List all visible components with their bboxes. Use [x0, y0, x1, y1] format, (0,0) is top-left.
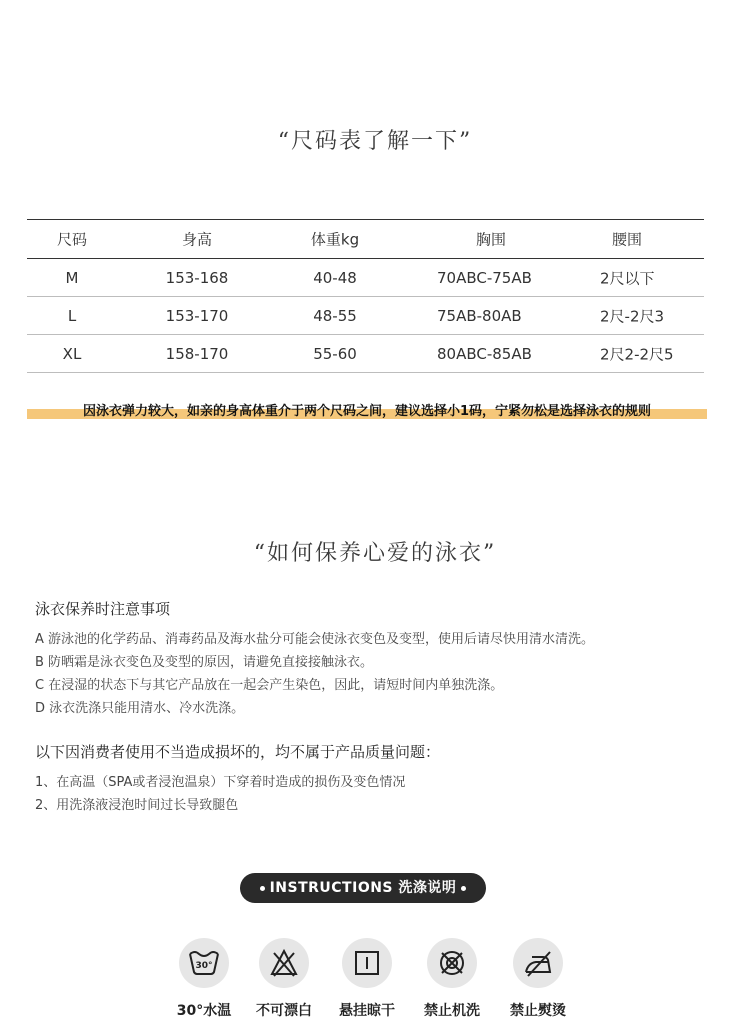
- table-row: [27, 297, 704, 335]
- size-cell: M: [65, 268, 79, 287]
- waist-cell: 2尺以下: [600, 269, 655, 287]
- waist-cell: 2尺2-2尺5: [600, 345, 674, 363]
- dot-icon: [461, 886, 466, 891]
- wash-icons: [0, 938, 750, 1028]
- damage-item: 1、在高温（SPA或者浸泡温泉）下穿着时造成的损伤及变色情况: [35, 775, 406, 790]
- care-item: B 防晒霜是泳衣变色及变型的原因，请避免直接接触泳衣。: [35, 655, 374, 670]
- size-cell: XL: [62, 344, 82, 363]
- size-table: [27, 219, 704, 373]
- header-height: 身高: [181, 230, 213, 249]
- wash-30-icon: [179, 938, 229, 988]
- dot-icon: [260, 886, 265, 891]
- size-table-header: [27, 220, 704, 259]
- wash-icon-item: [239, 938, 329, 1020]
- table-row: [27, 259, 704, 297]
- wash-icon-item: [407, 938, 497, 1020]
- care-item: C 在浸湿的状态下与其它产品放在一起会产生染色，因此，请短时间内单独洗涤。: [35, 678, 504, 693]
- wash-icon-label: 30°水温: [176, 1003, 232, 1019]
- no-bleach-icon: [259, 938, 309, 988]
- size-advice-text: 因泳衣弹力较大，如亲的身高体重介于两个尺码之间，建议选择小1码，宁紧勿松是选择泳衣的规则: [82, 404, 652, 419]
- damage-disclaimer: [35, 741, 440, 817]
- wash-icon-label: 不可漂白: [256, 1003, 312, 1019]
- bust-cell: 70ABC-75AB: [437, 268, 532, 287]
- damage-title: 以下因消费者使用不当造成损坏的，均不属于产品质量问题：: [35, 743, 441, 761]
- height-cell: 153-168: [165, 268, 229, 287]
- bust-cell: 80ABC-85AB: [437, 344, 532, 363]
- weight-cell: 55-60: [313, 344, 357, 363]
- size-chart-heading: “尺码表了解一下”: [277, 129, 473, 154]
- no-machine-wash-icon: [427, 938, 477, 988]
- care-notes: [35, 598, 594, 720]
- wash-temp-text: 30°: [195, 961, 213, 971]
- header-bust: 胸围: [475, 230, 507, 249]
- care-item: A 游泳池的化学药品、消毒药品及海水盐分可能会使泳衣变色及变型，使用后请尽快用清水清洗。: [35, 632, 595, 647]
- size-advice-note: [27, 396, 707, 422]
- care-heading: “如何保养心爱的泳衣”: [253, 541, 497, 566]
- wash-icon-label: 悬挂晾干: [339, 1003, 395, 1019]
- hang-dry-icon: [342, 938, 392, 988]
- table-row: [27, 335, 704, 373]
- wash-icon-item: [493, 938, 583, 1020]
- size-cell: L: [67, 306, 77, 325]
- no-iron-icon: [513, 938, 563, 988]
- instructions-label: INSTRUCTIONS 洗涤说明: [269, 880, 457, 896]
- wash-icon-label: 禁止熨烫: [510, 1003, 566, 1019]
- waist-cell: 2尺-2尺3: [600, 307, 665, 325]
- wash-icon-item: [159, 938, 249, 1020]
- wash-icon-label: 禁止机洗: [424, 1003, 480, 1019]
- header-weight: 体重kg: [310, 230, 360, 249]
- weight-cell: 48-55: [313, 306, 357, 325]
- care-title: 泳衣保养时注意事项: [35, 600, 171, 618]
- care-item: D 泳衣洗涤只能用清水、冷水洗涤。: [35, 701, 245, 716]
- damage-item: 2、用洗涤液浸泡时间过长导致腿色: [35, 798, 239, 813]
- header-size: 尺码: [56, 230, 88, 249]
- wash-icon-item: [322, 938, 412, 1020]
- height-cell: 158-170: [165, 344, 229, 363]
- header-waist: 腰围: [611, 230, 643, 249]
- height-cell: 153-170: [165, 306, 229, 325]
- weight-cell: 40-48: [313, 268, 357, 287]
- instructions-badge: [240, 873, 486, 903]
- bust-cell: 75AB-80AB: [437, 306, 522, 325]
